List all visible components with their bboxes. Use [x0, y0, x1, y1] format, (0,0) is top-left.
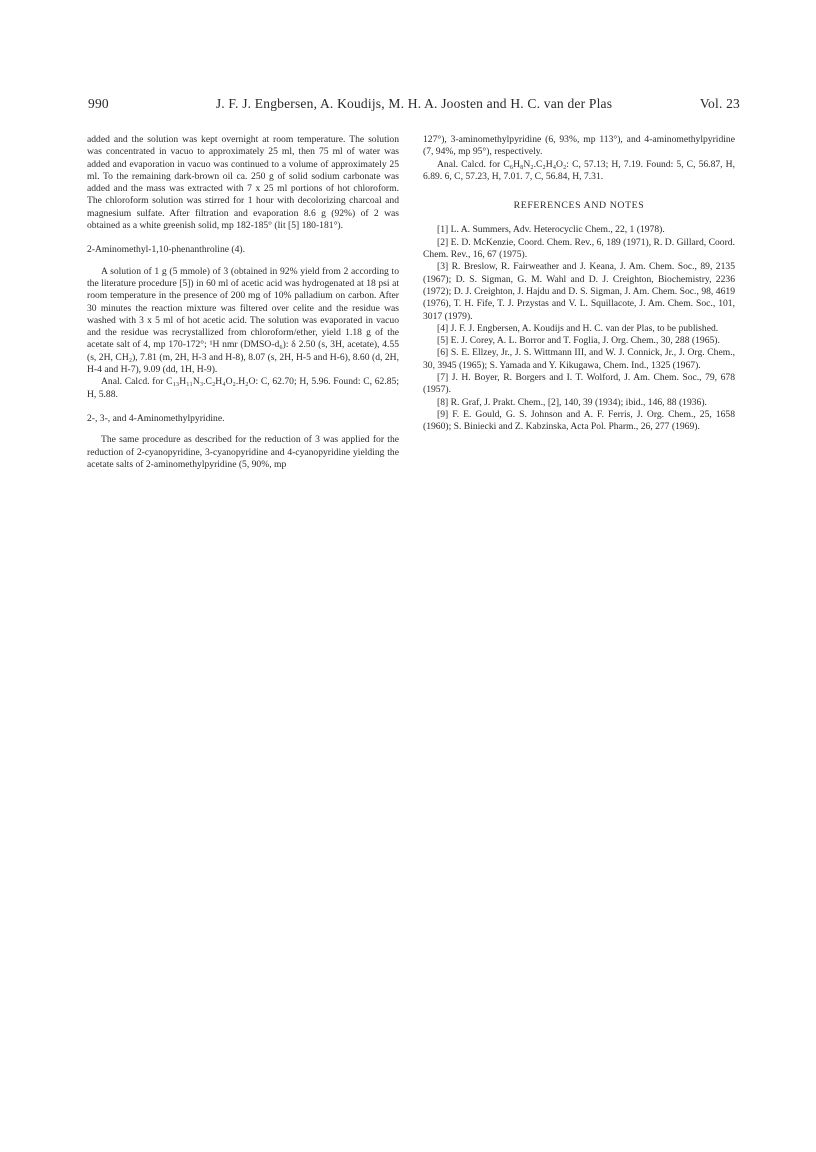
paragraph-hydrogenation: A solution of 1 g (5 mmole) of 3 (obtained in 92% yield from 2 according to the literature procedure [5]) in 60 ml of acetic acid was hydrogenated at 18 psi at room temperature in the presence of 200 mg of 10% palladium on carbon. After 30 minutes the reaction mixture was filtered over celite and the residue was washed with 3 x 5 ml of hot acetic acid. The solution was evaporated in vacuo and the residue was recrystallized from chloroform/ether, yield 1.18 g of the acetate salt of 4, mp 170-172°; ¹H nmr (DMSO-d₆): δ 2.50 (s, 3H, acetate), 4.55 (s, 2H, CH₂), 7.81 (m, 2H, H-3 and H-8), 8.07 (s, 2H, H-5 and H-6), 8.60 (d, 2H, H-4 and H-7), 9.09 (dd, 1H, H-9). [87, 265, 399, 376]
paragraph-yields-continued: 127°), 3-aminomethylpyridine (6, 93%, mp 113°), and 4-aminomethylpyridine (7, 94%, mp 95°), respectively. [423, 134, 735, 158]
header-authors: J. F. J. Engbersen, A. Koudijs, M. H. A. Joosten and H. C. van der Plas [215, 96, 613, 111]
reference-item: [8] R. Graf, J. Prakt. Chem., [2], 140, 39 (1934); ibid., 146, 88 (1936). [437, 396, 707, 408]
paragraph-analysis-4: Anal. Calcd. for C₁₃H₁₁N₃.C₂H₄O₂.H₂O: C, 62.70; H, 5.96. Found: C, 62.85; H, 5.88. [87, 376, 399, 400]
section-heading-phenanthroline: 2-Aminomethyl-1,10-phenanthroline (4). [87, 244, 245, 256]
section-heading-aminomethylpyridine: 2-, 3-, and 4-Aminomethylpyridine. [87, 412, 225, 424]
reference-item: [5] E. J. Corey, A. L. Borror and T. Foglia, J. Org. Chem., 30, 288 (1965). [437, 335, 720, 347]
references-heading: REFERENCES AND NOTES [513, 200, 645, 212]
reference-item: [6] S. E. Ellzey, Jr., J. S. Wittmann III, and W. J. Connick, Jr., J. Org. Chem., 30, 3945 (1965); S. Yamada and Y. Kikugawa, Chem. Ind., 1325 (1967). [423, 347, 735, 371]
volume-label: Vol. 23 [699, 96, 740, 111]
reference-item: [2] E. D. McKenzie, Coord. Chem. Rev., 6, 189 (1971), R. D. Gillard, Coord. Chem. Rev., 16, 67 (1975). [423, 236, 735, 261]
references-list [423, 224, 735, 433]
reference-item: [4] J. F. J. Engbersen, A. Koudijs and H. C. van der Plas, to be published. [437, 322, 719, 334]
paragraph-procedure-continued: added and the solution was kept overnight at room temperature. The solution was concentrated in vacuo to approximately 25 ml, then 75 ml of water was added and evaporation in vacuo was continued to a volume of approximately 25 ml. To the remaining dark-brown oil ca. 250 g of solid sodium carbonate was added and the mass was extracted with 7 x 25 ml portions of hot chloroform. The chloroform solution was stirred for 1 hour with decolorizing charcoal and magnesium sulfate. After filtration and evaporation 8.6 g (92%) of 2 was obtained as a white greenish solid, mp 182-185° (lit [5] 180-181°). [87, 134, 399, 232]
reference-item: [9] F. E. Gould, G. S. Johnson and A. F. Ferris, J. Org. Chem., 25, 1658 (1960); S. Biniecki and Z. Kabzinska, Acta Pol. Pharm., 26, 277 (1969). [423, 408, 735, 433]
right-column [423, 134, 735, 434]
reference-item: [7] J. H. Boyer, R. Borgers and I. T. Wolford, J. Am. Chem. Soc., 79, 678 (1957). [423, 372, 735, 396]
running-header [88, 96, 740, 116]
paragraph-reduction-procedure: The same procedure as described for the reduction of 3 was applied for the reduction of 2-cyanopyridine, 3-cyanopyridine and 4-cyanopyridine yielding the acetate salts of 2-aminomethylpyridine (5, 90%, mp [87, 434, 399, 470]
page-number: 990 [88, 96, 109, 111]
reference-item: [1] L. A. Summers, Adv. Heterocyclic Chem., 22, 1 (1978). [437, 224, 665, 236]
reference-item: [3] R. Breslow, R. Fairweather and J. Keana, J. Am. Chem. Soc., 89, 2135 (1967); D. S. Sigman, G. M. Wahl and D. J. Creighton, Biochemistry, 2236 (1972); D. J. Creighton, J. Hajdu and D. S. Sigman, J. Am. Chem. Soc., 98, 4619 (1976), T. H. Fife, T. J. Przystas and V. L. Squillacote, J. Am. Chem. Soc., 101, 3017 (1979). [423, 261, 735, 322]
left-column [87, 134, 399, 471]
paragraph-analysis-5-7: Anal. Calcd. for C₆H₈N₂.C₂H₄O₂: C, 57.13; H, 7.19. Found: 5, C, 56.87, H, 6.89. 6, C, 57.23, H, 7.01. 7, C, 56.84, H, 7.31. [423, 158, 735, 182]
